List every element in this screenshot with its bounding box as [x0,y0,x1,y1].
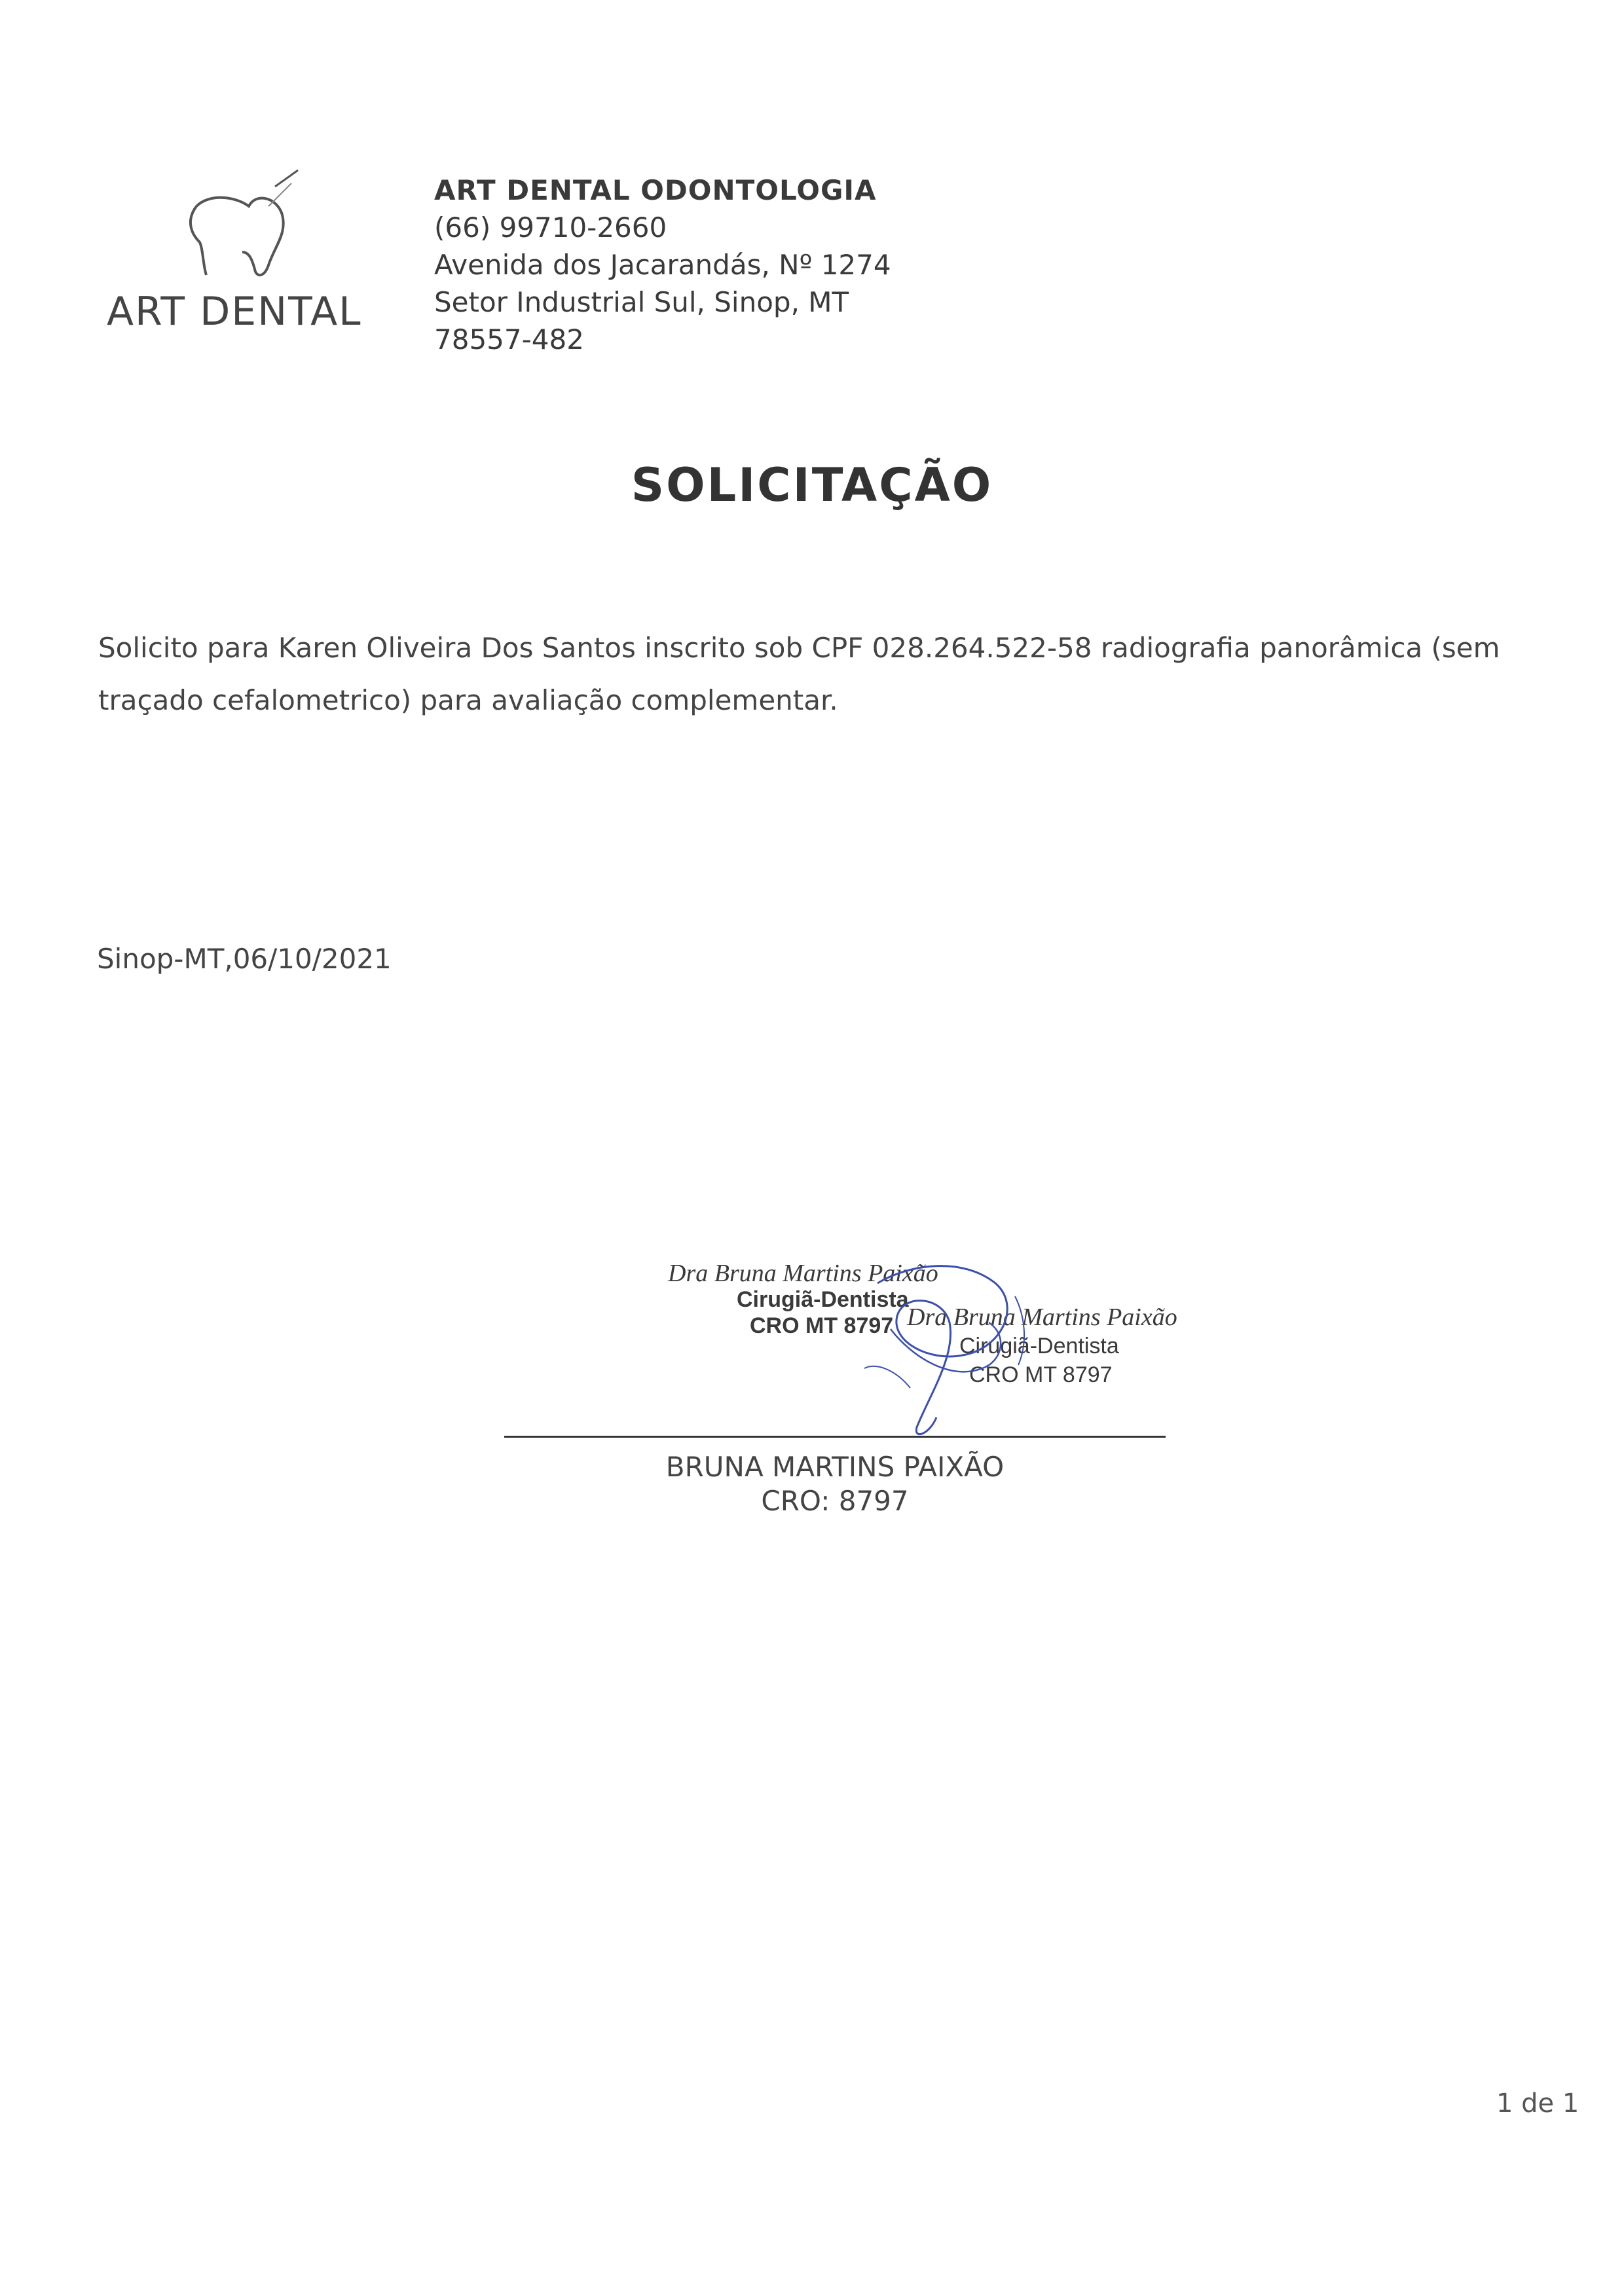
request-body [98,622,1526,727]
tooth-icon [177,167,301,291]
logo-text: ART DENTAL [107,289,362,335]
request-body-line2: traçado cefalometrico) para avaliação complementar. [98,684,838,716]
company-postal-code: 78557-482 [434,323,584,355]
handwritten-signature [851,1257,1061,1453]
document-title: SOLICITAÇÃO [631,458,993,512]
page-number: 1 de 1 [1496,2088,1579,2119]
company-logo [98,167,373,350]
signature-line [504,1436,1166,1438]
company-address-line2: Setor Industrial Sul, Sinop, MT [434,286,849,318]
stamp-doctor-name: Dra Bruna Martins Paixão [907,1303,1177,1331]
place-date: Sinop-MT,06/10/2021 [97,943,392,975]
stamp-doctor-cro: CRO MT 8797 [750,1313,894,1338]
company-address-line1: Avenida dos Jacarandás, Nº 1274 [434,249,891,281]
company-name: ART DENTAL ODONTOLOGIA [434,174,877,206]
stamp-doctor-name: Dra Bruna Martins Paixão [668,1260,938,1287]
signer-name: BRUNA MARTINS PAIXÃO [665,1451,1005,1483]
stamp-doctor-cro: CRO MT 8797 [969,1362,1113,1387]
stamp-doctor-role: Cirugiã-Dentista [737,1287,909,1312]
signer-cro: CRO: 8797 [761,1485,909,1517]
stamp-doctor-role: Cirugiã-Dentista [959,1334,1119,1358]
company-phone: (66) 99710-2660 [434,211,667,244]
request-body-line1: Solicito para Karen Oliveira Dos Santos inscrito sob CPF 028.264.522-58 radiografia panorâmica (sem [98,632,1500,664]
company-info [434,172,891,358]
signer-block [504,1450,1166,1518]
